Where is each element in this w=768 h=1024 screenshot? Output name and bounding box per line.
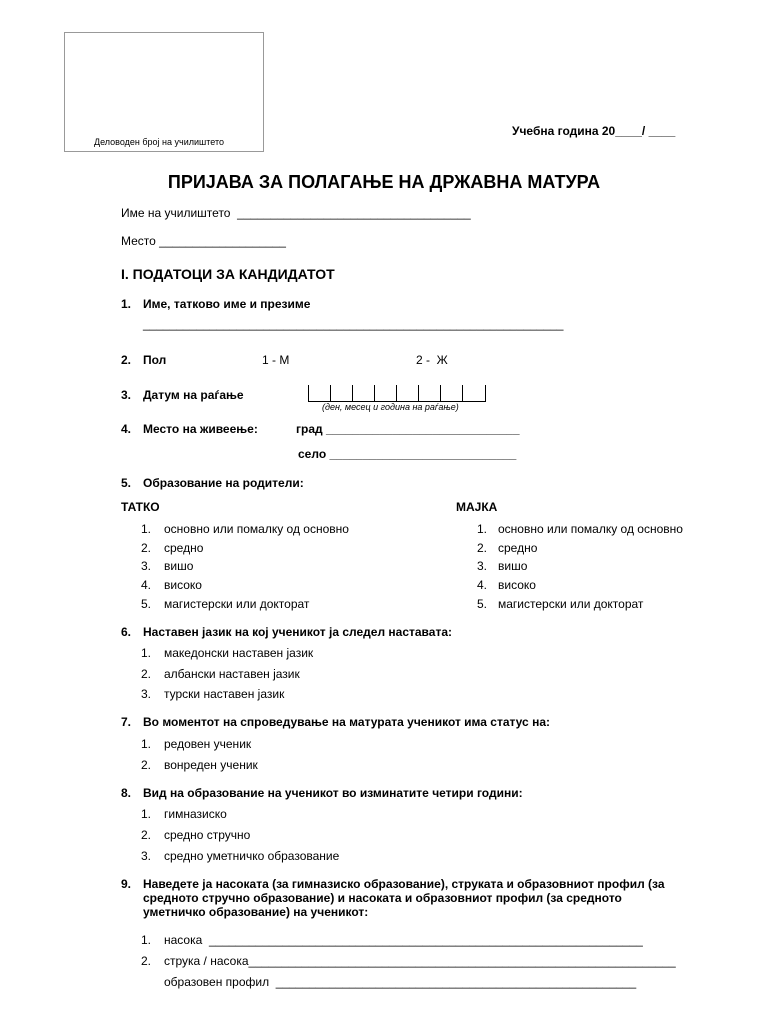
list-number: 1. <box>141 807 152 821</box>
list-number: 2. <box>141 954 152 968</box>
list-number: 5. <box>141 597 152 611</box>
list-item: високо <box>164 578 202 592</box>
list-item: магистерски или докторат <box>164 597 310 611</box>
school-stamp-box <box>64 32 264 152</box>
track-field: насока _________________________________________________________________ <box>164 933 643 947</box>
list-item: средно стручно <box>164 828 251 842</box>
q7-label: Во моментот на спроведување на матурата ученикот има статус на: <box>143 715 550 729</box>
list-item: вонреден ученик <box>164 758 258 772</box>
birthdate-boxes <box>308 385 486 402</box>
stamp-label: Деловоден број на училиштето <box>94 137 224 147</box>
q9-number: 9. <box>121 877 132 891</box>
birthdate-caption: (ден, месец и година на раѓање) <box>322 402 459 412</box>
q5-label: Образование на родители: <box>143 476 304 490</box>
list-number: 4. <box>477 578 488 592</box>
gender-option-female: 2 - Ж <box>416 353 448 367</box>
list-number: 2. <box>141 828 152 842</box>
list-number: 3. <box>477 559 488 573</box>
list-number: 1. <box>141 933 152 947</box>
q8-label: Вид на образование на ученикот во изминатите четири години: <box>143 786 523 800</box>
q7-number: 7. <box>121 715 132 729</box>
list-item: високо <box>498 578 536 592</box>
page-title: ПРИЈАВА ЗА ПОЛАГАЊЕ НА ДРЖАВНА МАТУРА <box>167 172 601 192</box>
list-number: 3. <box>141 559 152 573</box>
q3-number: 3. <box>121 388 132 402</box>
q1-number: 1. <box>121 297 132 311</box>
q6-label: Наставен јазик на кој ученикот ја следел наставата: <box>143 625 452 639</box>
q1-line: _______________________________________________________________ <box>143 317 564 331</box>
list-number: 2. <box>141 541 152 555</box>
list-number: 1. <box>477 522 488 536</box>
city-field: град _____________________________ <box>296 422 520 436</box>
gender-option-male: 1 - М <box>262 353 290 367</box>
list-number: 2. <box>141 758 152 772</box>
school-name-field: Име на училиштето ___________________________________ <box>121 206 471 220</box>
list-number: 2. <box>141 667 152 681</box>
list-item: вишо <box>164 559 194 573</box>
profession-field: струка / насока________________________________________________________________ <box>164 954 676 968</box>
q4-number: 4. <box>121 422 132 436</box>
mother-heading: МАЈКА <box>456 500 498 514</box>
q4-label: Место на живеење: <box>143 422 258 436</box>
list-number: 1. <box>141 522 152 536</box>
education-profile-field: образовен профил ______________________________________________________ <box>164 975 637 989</box>
list-item: гимназиско <box>164 807 227 821</box>
list-item: турски наставен јазик <box>164 687 285 701</box>
list-number: 1. <box>141 646 152 660</box>
q2-number: 2. <box>121 353 132 367</box>
q5-number: 5. <box>121 476 132 490</box>
list-item: средно <box>498 541 538 555</box>
list-number: 5. <box>477 597 488 611</box>
list-item: средно уметничко образование <box>164 849 340 863</box>
place-field: Место ___________________ <box>121 234 286 248</box>
list-item: магистерски или докторат <box>498 597 644 611</box>
list-number: 3. <box>141 687 152 701</box>
list-number: 4. <box>141 578 152 592</box>
school-year: Учебна година 20____/ ____ <box>512 124 676 138</box>
q9-text-line: уметничко образование) на ученикот: <box>143 905 369 919</box>
q8-number: 8. <box>121 786 132 800</box>
list-item: основно или помалку од основно <box>164 522 349 536</box>
list-item: основно или помалку од основно <box>498 522 683 536</box>
father-heading: ТАТКО <box>121 500 160 514</box>
list-item: вишо <box>498 559 528 573</box>
q2-label: Пол <box>143 353 167 367</box>
list-number: 1. <box>141 737 152 751</box>
section-heading: I. ПОДАТОЦИ ЗА КАНДИДАТОТ <box>121 266 335 282</box>
q9-text-line: Наведете ја насоката (за гимназиско образование), струката и образовниот профил (за <box>143 877 665 891</box>
q3-label: Датум на раѓање <box>143 388 244 402</box>
q6-number: 6. <box>121 625 132 639</box>
list-item: албански наставен јазик <box>164 667 300 681</box>
list-number: 2. <box>477 541 488 555</box>
list-item: редовен ученик <box>164 737 252 751</box>
q9-text-line: средното стручно образование) и насоката и образовниот профил (за средното <box>143 891 622 905</box>
list-item: македонски наставен јазик <box>164 646 314 660</box>
list-number: 3. <box>141 849 152 863</box>
village-field: село ____________________________ <box>298 447 517 461</box>
q1-label: Име, татково име и презиме <box>143 297 311 311</box>
list-item: средно <box>164 541 204 555</box>
